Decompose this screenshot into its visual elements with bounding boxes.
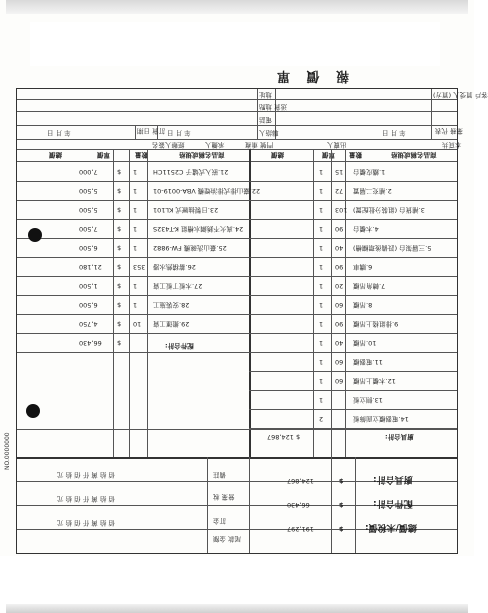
person-label: 經辦人簽名 bbox=[152, 141, 185, 149]
rule bbox=[113, 149, 114, 457]
right-item-unit: $ bbox=[117, 339, 122, 347]
row-rule bbox=[17, 257, 249, 258]
left-item-unit: 1 bbox=[319, 187, 324, 195]
right-item-amount: 5,500 bbox=[79, 187, 98, 195]
left-item-unit: 1 bbox=[319, 358, 324, 366]
row-rule bbox=[249, 314, 457, 315]
row-rule bbox=[17, 276, 249, 277]
rule bbox=[135, 125, 136, 139]
left-item-name: 6.購車 bbox=[353, 263, 373, 271]
left-item-name: 12.木櫃上吊櫃 bbox=[353, 377, 396, 385]
row-rule bbox=[249, 295, 457, 296]
punch-hole bbox=[26, 404, 40, 418]
right-item-name: 26.蓄積熱水器 bbox=[153, 263, 196, 271]
col-qty-header-2: 數量 bbox=[135, 151, 148, 159]
rule bbox=[17, 457, 457, 459]
left-item-unit: 1 bbox=[319, 396, 324, 404]
right-item-name: 29.搬運工資 bbox=[153, 320, 190, 328]
right-item-qty: 1 bbox=[133, 282, 138, 290]
page-count-label: 本頁共 bbox=[442, 141, 462, 149]
left-item-name: 3.補貨台 (組裝分批配置) bbox=[353, 206, 425, 214]
row-rule bbox=[17, 295, 249, 296]
grand-total-label: 總價/未稅價: bbox=[365, 522, 417, 532]
col-unit-header-2: 單價 bbox=[97, 151, 110, 159]
row-rule bbox=[17, 238, 249, 239]
right-item-name: 21.嵌入式爐子 C2511CH bbox=[153, 168, 229, 176]
seller-label: 出賣人 bbox=[327, 141, 347, 149]
stamp-label: 承攬人 bbox=[205, 141, 225, 149]
right-item-qty: 1 bbox=[133, 301, 138, 309]
order-date-label: 訂貨 日期 bbox=[137, 127, 166, 135]
left-item-name: 10.吊櫃 bbox=[353, 339, 377, 347]
right-item-amount: 6,500 bbox=[79, 244, 98, 252]
rule bbox=[17, 161, 457, 162]
addr-label: 地址 bbox=[259, 91, 272, 99]
rule bbox=[147, 149, 148, 457]
right-item-qty: 1 bbox=[133, 187, 138, 195]
right-item-name: 24.真火不銹鋼水槽組 K-T432S bbox=[153, 225, 244, 233]
right-item-name: 25.臺山洗碗機 FW-9882 bbox=[153, 244, 227, 252]
right-item-qty: 1 bbox=[133, 168, 138, 176]
right-item-qty: 1 bbox=[133, 206, 138, 214]
tel-label: 電話 bbox=[259, 116, 272, 124]
left-item-qty: 103 bbox=[335, 206, 348, 214]
col-qty-header: 數量 bbox=[349, 151, 362, 159]
row-rule bbox=[249, 371, 457, 372]
left-item-qty: 90 bbox=[335, 263, 344, 271]
left-item-name: 13.側立板 bbox=[353, 396, 383, 404]
left-item-unit: 1 bbox=[319, 263, 324, 271]
rule bbox=[17, 111, 457, 112]
right-item-unit: $ bbox=[117, 168, 122, 176]
left-item-qty: 60 bbox=[335, 358, 344, 366]
row-rule bbox=[249, 409, 457, 410]
left-item-name: 8.吊櫃 bbox=[353, 301, 373, 309]
row-rule bbox=[249, 333, 457, 334]
rule bbox=[129, 149, 130, 457]
rule bbox=[17, 149, 457, 150]
parts-total-label: 配件合計: bbox=[373, 498, 413, 508]
rule bbox=[355, 457, 356, 553]
left-item-name: 5.三層架台 (設備後環欄槽) bbox=[353, 244, 432, 252]
right-item-unit: $ bbox=[117, 206, 122, 214]
left-item-qty: 60 bbox=[335, 377, 344, 385]
left-item-name: 4.木櫃台 bbox=[353, 225, 379, 233]
right-item-amount: 6,500 bbox=[79, 301, 98, 309]
right-item-unit: $ bbox=[117, 282, 122, 290]
row-rule bbox=[249, 200, 457, 201]
remark-label: 備註 bbox=[213, 471, 226, 479]
right-item-unit: $ bbox=[117, 320, 122, 328]
col-amount-header: 總價 bbox=[271, 151, 284, 159]
left-item-unit: 1 bbox=[319, 168, 324, 176]
left-item-name: 2.補充二層置 bbox=[353, 187, 392, 195]
rule bbox=[17, 139, 457, 140]
left-item-unit: 1 bbox=[319, 282, 324, 290]
left-item-unit: 1 bbox=[319, 339, 324, 347]
left-item-qty: 40 bbox=[335, 244, 344, 252]
parts-total-currency: $ bbox=[339, 501, 344, 509]
rule bbox=[331, 149, 332, 457]
sales-label: 業務 代表 bbox=[435, 127, 464, 135]
left-subtotal-label: 廚具合計: bbox=[385, 433, 414, 441]
rule bbox=[313, 149, 314, 457]
left-item-name: 14.電器櫃立面飾板 bbox=[353, 415, 409, 423]
row-rule bbox=[249, 276, 457, 277]
right-item-amount: 7,500 bbox=[79, 225, 98, 233]
left-item-qty: 60 bbox=[335, 301, 344, 309]
left-item-name: 9.排組棧上吊櫃 bbox=[353, 320, 399, 328]
rule bbox=[331, 457, 332, 553]
page-title: 報 價 單 bbox=[270, 68, 350, 83]
rule bbox=[249, 457, 250, 553]
kitchen-total-value: 124,867 bbox=[287, 477, 314, 485]
left-item-name: 1.鐵皮櫃台 bbox=[353, 168, 386, 176]
row-rule bbox=[249, 352, 457, 353]
row-rule bbox=[249, 238, 457, 239]
col-unit-header: 單價 bbox=[322, 151, 335, 159]
left-item-unit: 1 bbox=[319, 225, 324, 233]
right-item-unit: $ bbox=[117, 301, 122, 309]
row-rule bbox=[17, 200, 249, 201]
right-item-qty: 1 bbox=[133, 244, 138, 252]
left-item-qty: 15 bbox=[335, 168, 344, 176]
tax-label: 營業 稅 bbox=[213, 493, 235, 501]
amount-words-row-2: 佰 拾 萬 仟 佰 拾 元 bbox=[57, 495, 115, 503]
mark-label: 門號 重複 bbox=[245, 141, 274, 149]
delivery-date-unit: 年 月 日 bbox=[47, 129, 71, 137]
amount-words-row: 佰 拾 萬 仟 佰 拾 元 bbox=[57, 471, 115, 479]
right-item-unit: $ bbox=[117, 244, 122, 252]
left-item-unit: 1 bbox=[319, 244, 324, 252]
right-item-unit: $ bbox=[117, 187, 122, 195]
col-amount-header-2: 總價 bbox=[49, 151, 62, 159]
row-rule bbox=[249, 219, 457, 220]
grand-total-currency: $ bbox=[339, 525, 344, 533]
grand-total-value: 191,297 bbox=[287, 525, 314, 533]
parts-total-value: 66,430 bbox=[287, 501, 310, 509]
row-rule bbox=[17, 219, 249, 220]
row-rule bbox=[17, 352, 249, 353]
order-date-unit: 年 月 日 bbox=[167, 129, 191, 137]
right-item-name: 22.臺山排式排油煙機 VBA-0019-01 bbox=[153, 187, 261, 195]
right-item-amount: 66,430 bbox=[79, 339, 102, 347]
rule bbox=[17, 99, 457, 100]
scan-bottom-edge bbox=[6, 604, 468, 613]
right-item-name: 23.日製抽屜式 KL101 bbox=[153, 206, 219, 214]
punch-hole bbox=[28, 228, 42, 242]
row-rule bbox=[249, 390, 457, 391]
left-item-unit: 1 bbox=[319, 377, 324, 385]
left-item-unit: 1 bbox=[319, 301, 324, 309]
quotation-form bbox=[16, 88, 488, 554]
right-subtotal-label: 配件合計: bbox=[165, 342, 194, 350]
right-item-name: 27.木板丁板工資 bbox=[153, 282, 203, 290]
rule bbox=[17, 125, 457, 126]
left-item-unit: 1 bbox=[319, 320, 324, 328]
col-name-header-2: 商品名稱或規格 bbox=[179, 151, 225, 159]
right-item-amount: 21,180 bbox=[79, 263, 102, 271]
client-label: 客戶 買受人 (買方) bbox=[433, 91, 488, 99]
row-rule bbox=[17, 181, 249, 182]
row-rule bbox=[17, 314, 249, 315]
row-rule bbox=[249, 257, 457, 258]
left-item-name: 7.轉角吊櫃 bbox=[353, 282, 386, 290]
left-subtotal-value: $ 124,867 bbox=[267, 433, 301, 441]
contact-label: 聯絡人 bbox=[259, 129, 279, 137]
rule bbox=[249, 149, 251, 457]
left-item-qty: 90 bbox=[335, 225, 344, 233]
side-serial: NO.0000000 bbox=[4, 432, 11, 470]
balance-label: 尾款 金額 bbox=[213, 535, 242, 543]
ship-label: 送貨 地點 bbox=[259, 103, 288, 111]
kitchen-total-currency: $ bbox=[339, 477, 344, 485]
right-item-qty: 353 bbox=[133, 263, 146, 271]
left-item-qty: 20 bbox=[335, 282, 344, 290]
amount-words-row-3: 佰 拾 萬 仟 佰 拾 元 bbox=[57, 519, 115, 527]
right-item-amount: 7,000 bbox=[79, 168, 98, 176]
left-item-qty: 40 bbox=[335, 339, 344, 347]
row-rule bbox=[249, 181, 457, 182]
right-item-amount: 1,500 bbox=[79, 282, 98, 290]
right-item-amount: 4,750 bbox=[79, 320, 98, 328]
rule bbox=[345, 149, 346, 457]
rule bbox=[207, 457, 208, 553]
right-item-unit: $ bbox=[117, 225, 122, 233]
left-item-qty: 72 bbox=[335, 187, 344, 195]
row-rule bbox=[17, 333, 249, 334]
rule bbox=[17, 429, 457, 430]
left-item-unit: 2 bbox=[319, 415, 324, 423]
quote-date-unit: 年 月 日 bbox=[382, 129, 406, 137]
scan-top-edge bbox=[6, 0, 468, 14]
right-item-amount: 5,500 bbox=[79, 206, 98, 214]
redacted-footer bbox=[0, 556, 474, 613]
redacted-header bbox=[30, 22, 440, 66]
deposit-label: 訂金 bbox=[213, 517, 226, 525]
right-item-qty: 1 bbox=[133, 225, 138, 233]
right-item-name: 28.安裝施工 bbox=[153, 301, 190, 309]
kitchen-total-label: 廚具合計: bbox=[373, 474, 413, 484]
col-name-header: 商品名稱或規格 bbox=[391, 151, 437, 159]
left-item-unit: 1 bbox=[319, 206, 324, 214]
right-item-qty: 10 bbox=[133, 320, 142, 328]
left-item-qty: 90 bbox=[335, 320, 344, 328]
left-item-name: 11.電器櫃 bbox=[353, 358, 383, 366]
right-item-unit: $ bbox=[117, 263, 122, 271]
